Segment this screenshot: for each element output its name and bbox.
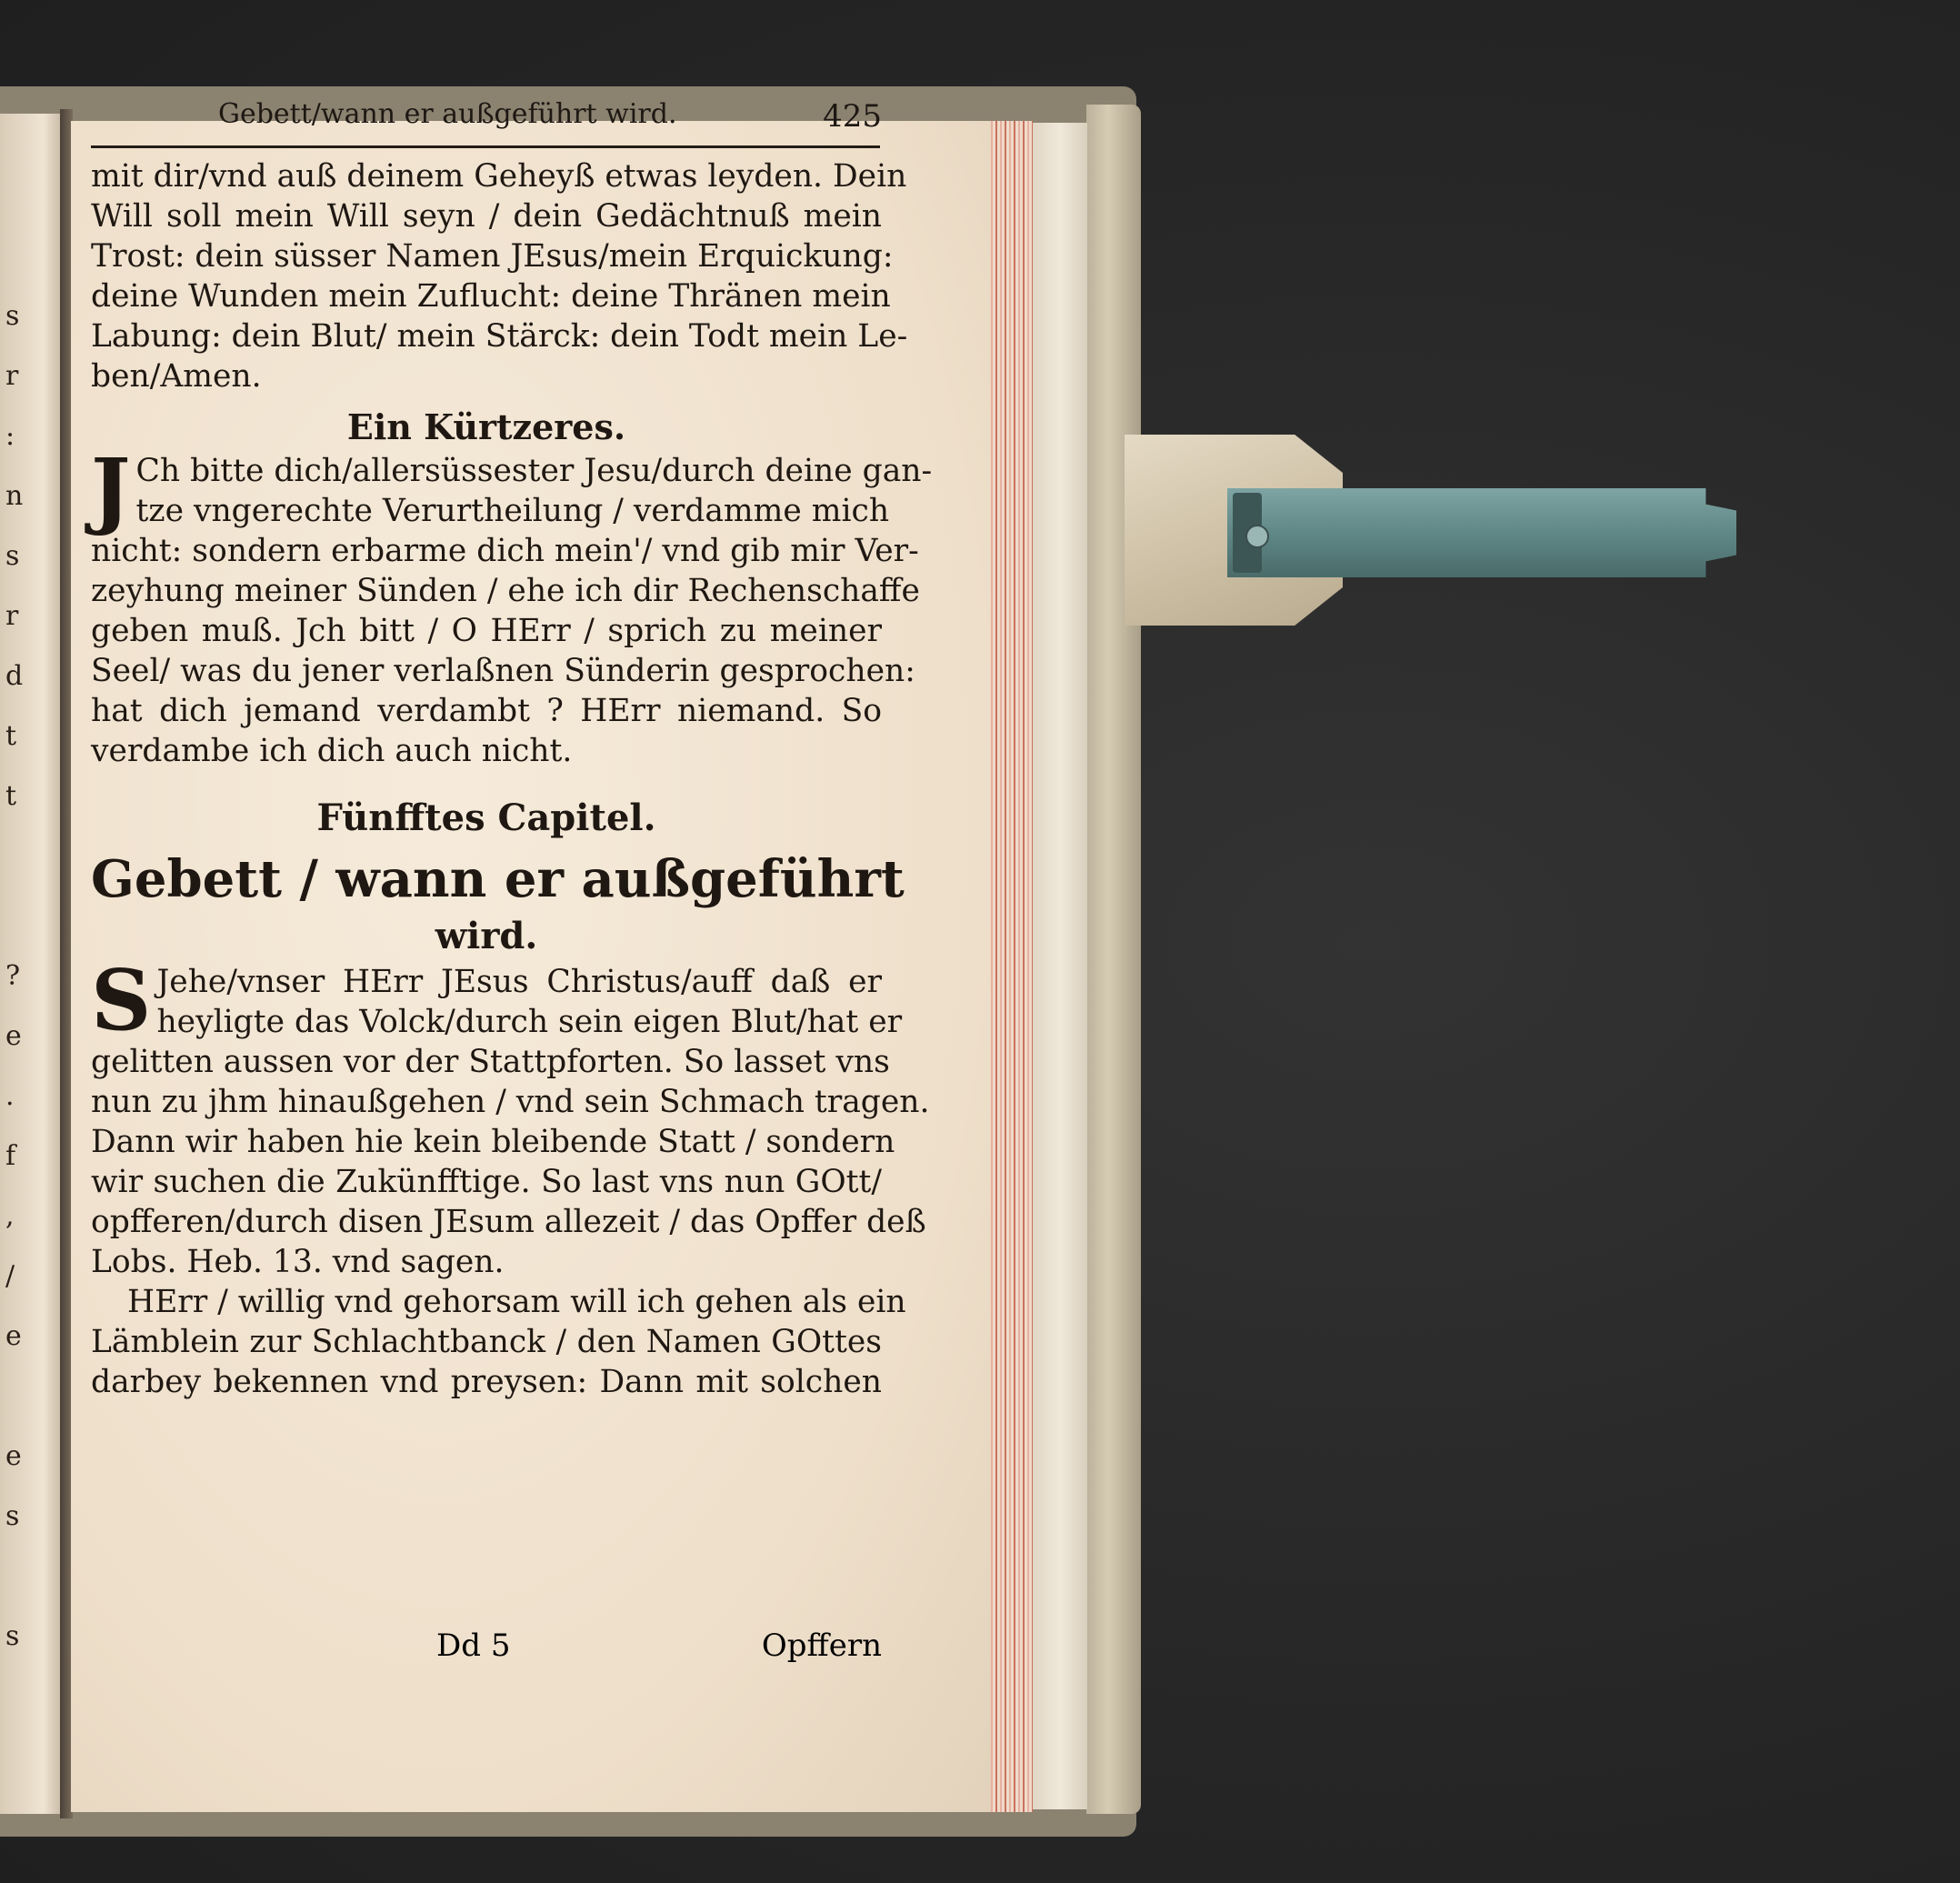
clasp-rivet-icon — [1245, 525, 1269, 548]
page-footer — [91, 1628, 882, 1673]
previous-page-char: e — [5, 1440, 22, 1472]
header-rule — [91, 145, 880, 148]
text-line: mit dir/vnd auß deinem Geheyß etwas leyden. Dein — [91, 158, 907, 195]
text-line: Seel/ was du jener verlaßnen Sünderin gesprochen: — [91, 653, 915, 689]
body-text — [91, 156, 933, 1402]
running-header — [218, 98, 882, 140]
text-line: Lämblein zur Schlachtbanck / den Namen GOttes — [91, 1324, 882, 1360]
text-line: deine Wunden mein Zuflucht: deine Thränen mein — [91, 278, 891, 315]
text-line: Trost: dein süsser Namen JEsus/mein Erquickung: — [91, 238, 894, 275]
chapter-label: Fünfftes Capitel. — [316, 796, 656, 839]
text-line: ben/Amen. — [91, 358, 262, 395]
previous-page-char: r — [5, 360, 19, 392]
previous-page-char: d — [5, 660, 24, 692]
page-number: 425 — [823, 98, 882, 135]
text-line: geben muß. Jch bitt / O HErr / sprich zu meiner — [91, 613, 882, 649]
text-line: Labung: dein Blut/ mein Stärck: dein Todt mein Le- — [91, 318, 908, 355]
previous-page-char: n — [5, 480, 24, 512]
text-line: tze vngerechte Verurtheilung / verdamme mich — [135, 493, 890, 529]
cover-edge — [1086, 105, 1141, 1814]
page-edges-red — [991, 121, 1033, 1812]
running-title: Gebett/wann er außgeführt wird. — [218, 98, 677, 130]
previous-page-char — [5, 1727, 42, 1787]
text-line: nicht: sondern erbarme dich mein'/ vnd gib mir Ver- — [91, 533, 919, 569]
previous-page-char: t — [5, 780, 17, 812]
text-line: HErr / willig vnd gehorsam will ich gehen als ein — [127, 1284, 906, 1320]
previous-page-char — [5, 826, 42, 886]
previous-page-text — [5, 286, 42, 1787]
previous-page-char — [5, 1547, 42, 1607]
text-line: Will soll mein Will seyn / dein Gedächtnuß mein — [91, 198, 882, 235]
previous-page-char: e — [5, 1320, 22, 1352]
text-line: Ch bitte dich/allersüssester Jesu/durch deine gan- — [135, 453, 933, 489]
text-line: zeyhung meiner Sünden / ehe ich dir Rechenschaffe — [91, 573, 920, 609]
previous-page-fragment — [0, 114, 64, 1814]
previous-page-char: s — [5, 1620, 20, 1652]
previous-page-char: s — [5, 1500, 20, 1532]
text-line: hat dich jemand verdambt ? HErr niemand. So — [91, 693, 882, 729]
previous-page-char: s — [5, 300, 20, 332]
previous-page-char — [5, 1367, 42, 1427]
text-line: nun zu jhm hinaußgehen / vnd sein Schmach tragen. — [91, 1084, 930, 1120]
text-line: darbey bekennen vnd preysen: Dann mit solchen — [91, 1364, 882, 1400]
previous-page-char: r — [5, 600, 19, 632]
text-line: opfferen/durch disen JEsum allezeit / das Opffer deß — [91, 1204, 926, 1240]
previous-page-char: . — [5, 1080, 15, 1112]
signature-mark: Dd 5 — [436, 1628, 511, 1664]
previous-page-char: s — [5, 540, 20, 572]
previous-page-char: e — [5, 1020, 22, 1052]
chapter-title-cont: wird. — [435, 915, 538, 957]
drop-cap: S — [91, 951, 152, 1049]
previous-page-char: ? — [5, 960, 21, 992]
cover-board-edge — [1033, 123, 1087, 1809]
chapter-title: Gebett / wann er außgeführt — [91, 849, 905, 909]
text-line: wir suchen die Zukünfftige. So last vns nun GOtt/ — [91, 1164, 882, 1200]
previous-page-char — [5, 1667, 42, 1727]
previous-page-char: : — [5, 420, 15, 452]
text-line: heyligte das Volck/durch sein eigen Blut/hat er — [156, 1004, 903, 1040]
text-line: verdambe ich dich auch nicht. — [91, 733, 573, 769]
previous-page-char: , — [5, 1200, 15, 1232]
sub-heading: Ein Kürtzeres. — [346, 406, 626, 447]
text-line: gelitten aussen vor der Stattpforten. So lasset vns — [91, 1044, 890, 1080]
previous-page-char: t — [5, 720, 17, 752]
chapter-paragraph — [91, 951, 930, 1402]
clasp-metal-plate — [1227, 488, 1736, 577]
previous-page-char: f — [5, 1140, 16, 1172]
previous-page-char: / — [5, 1260, 15, 1292]
text-line: Lobs. Heb. 13. vnd sagen. — [91, 1244, 505, 1280]
text-line: Jehe/vnser HErr JEsus Christus/auff daß er — [156, 964, 882, 1000]
text-line: Dann wir haben hie kein bleibende Statt / sondern — [91, 1124, 895, 1160]
previous-page-char — [5, 886, 42, 947]
prayer-paragraph — [91, 440, 933, 771]
drop-cap: J — [91, 440, 131, 538]
catchword: Opffern — [761, 1628, 882, 1664]
